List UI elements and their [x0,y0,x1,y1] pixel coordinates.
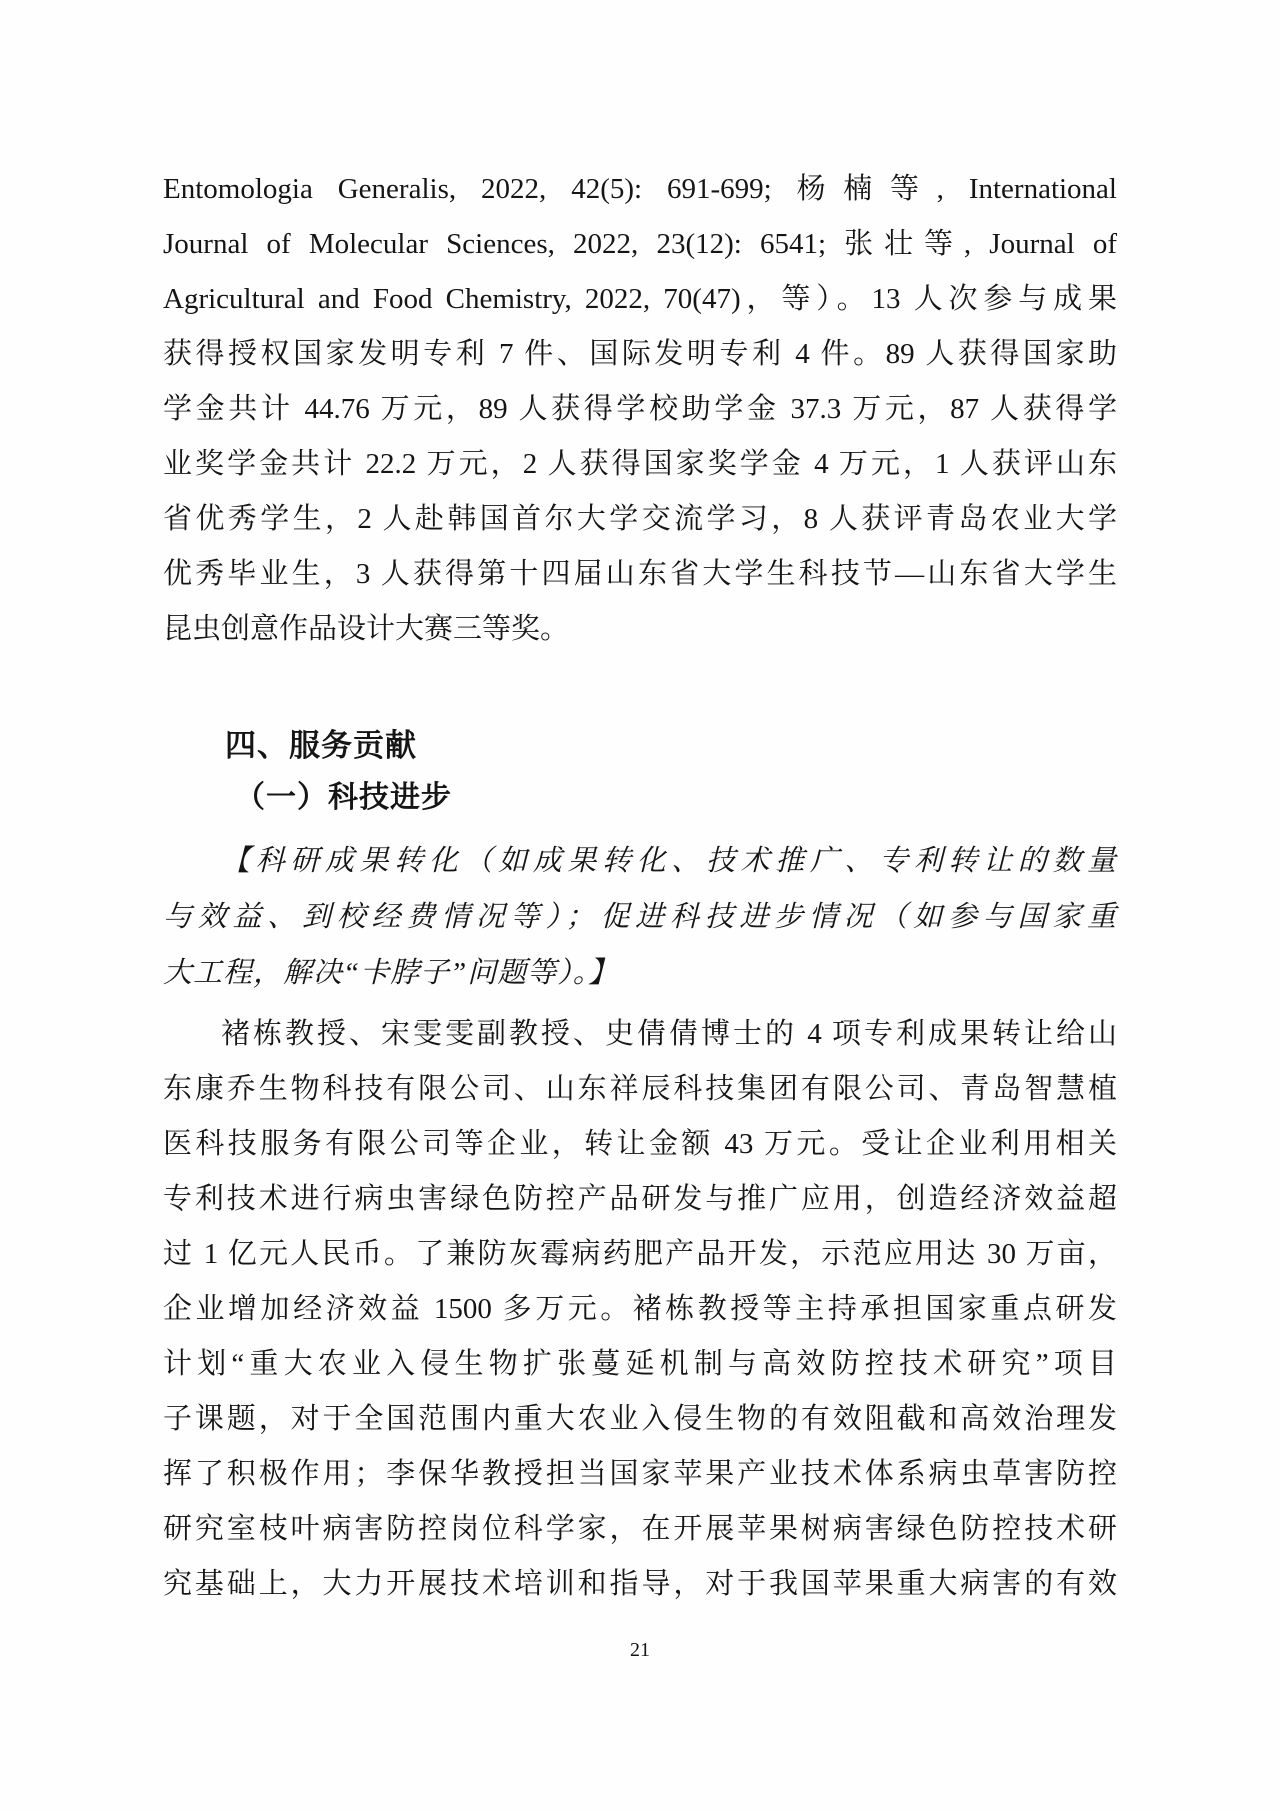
annotation-line: 与效益、到校经费情况等）；促进科技进步情况（如参与国家重 [163,901,1117,933]
annotation-line: 大工程，解决“卡脖子”问题等）。】 [163,957,619,989]
paragraph-line: 子课题，对于全国范围内重大农业入侵生物的有效阻截和高效治理发 [163,1403,1117,1435]
paragraph-line: 计划“重大农业入侵生物扩张蔓延机制与高效防控技术研究”项目 [163,1348,1117,1380]
text-line: 昆虫创意作品设计大赛三等奖。 [163,613,570,645]
text-line: 学金共计 44.76 万元，89 人获得学校助学金 37.3 万元，87 人获得学 [163,393,1117,425]
paragraph-line: 研究室枝叶病害防控岗位科学家，在开展苹果树病害绿色防控技术研 [163,1513,1117,1545]
paragraph-line: 挥了积极作用；李保华教授担当国家苹果产业技术体系病虫草害防控 [163,1458,1117,1490]
paragraph-line: 东康乔生物科技有限公司、山东祥辰科技集团有限公司、青岛智慧植 [163,1073,1117,1105]
subsection-heading: （一）科技进步 [235,781,452,814]
body-paragraph [163,1007,1117,1612]
paragraph-line: 企业增加经济效益 1500 多万元。褚栋教授等主持承担国家重点研发 [163,1293,1117,1325]
paragraph-line: 褚栋教授、宋雯雯副教授、史倩倩博士的 4 项专利成果转让给山 [221,1018,1117,1050]
text-line: Journal of Molecular Sciences, 2022, 23(12): 6541; 张壮等, Journal of [163,228,1117,260]
section-heading: 四、服务贡献 [225,728,417,763]
paragraph-line: 过 1 亿元人民币。了兼防灰霉病药肥产品开发，示范应用达 30 万亩， [163,1238,1117,1270]
paragraph-line: 专利技术进行病虫害绿色防控产品研发与推广应用，创造经济效益超 [163,1183,1117,1215]
text-line: Entomologia Generalis, 2022, 42(5): 691-699; 杨楠等, International [163,173,1117,205]
text-line: 业奖学金共计 22.2 万元，2 人获得国家奖学金 4 万元，1 人获评山东 [163,448,1117,480]
annotation-line: 【科研成果转化（如成果转化、技术推广、专利转让的数量 [221,845,1117,877]
text-line: 优秀毕业生，3 人获得第十四届山东省大学生科技节—山东省大学生 [163,558,1117,590]
paragraph-line: 医科技服务有限公司等企业，转让金额 43 万元。受让企业利用相关 [163,1128,1117,1160]
text-line: 省优秀学生，2 人赴韩国首尔大学交流学习，8 人获评青岛农业大学 [163,503,1117,535]
text-line: Agricultural and Food Chemistry, 2022, 70(47)，等）。13 人次参与成果 [163,283,1117,315]
page-number: 21 [630,1639,650,1661]
annotation-block [163,833,1117,1001]
references-and-awards-block [163,162,1117,657]
text-line: 获得授权国家发明专利 7 件、国际发明专利 4 件。89 人获得国家助 [163,338,1117,370]
paragraph-line: 究基础上，大力开展技术培训和指导，对于我国苹果重大病害的有效 [163,1568,1117,1600]
